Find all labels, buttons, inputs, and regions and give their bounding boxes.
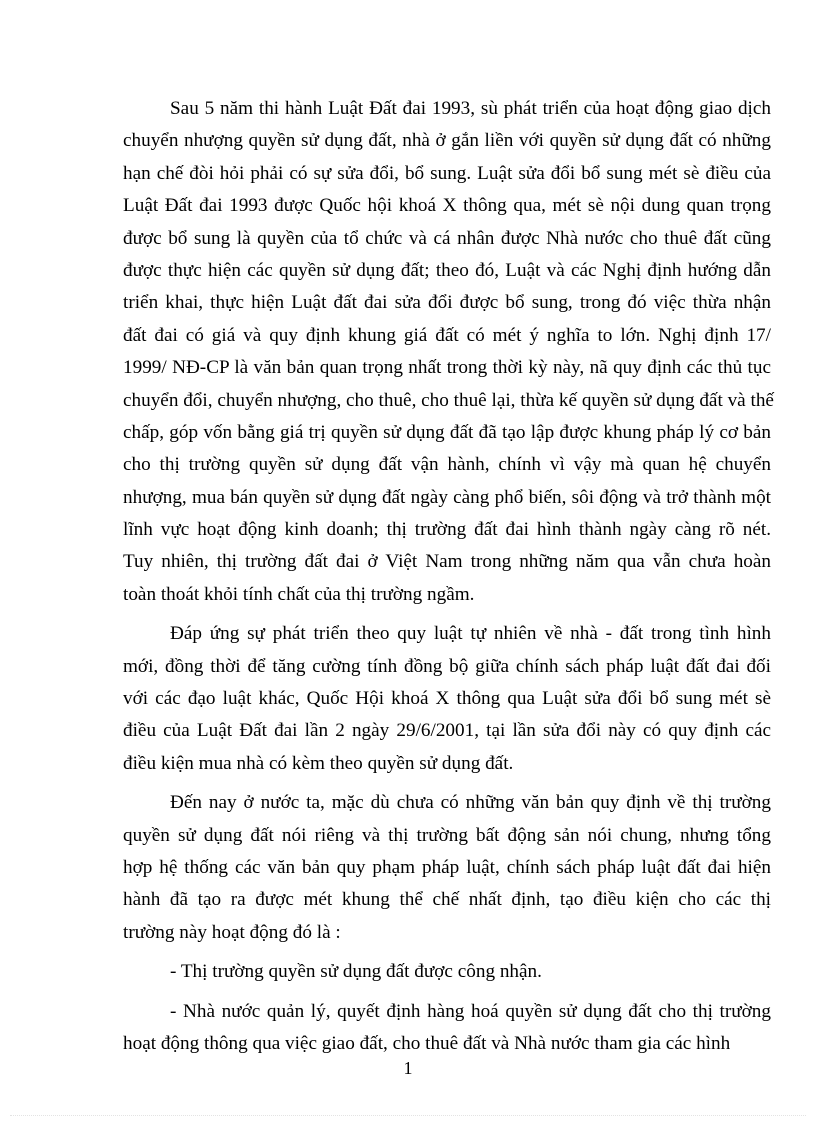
text-line: chấp, góp vốn bằng giá trị quyền sử dụng đất đã tạo lập được khung pháp lý cơ bản: [123, 421, 771, 443]
text-line: cho thị trường quyền sử dụng đất vận hành, chính vì vậy mà quan hệ chuyển: [123, 454, 771, 476]
page-number: 1: [403, 1058, 413, 1078]
text-line: 1999/ NĐ-CP là văn bản quan trọng nhất trong thời kỳ này, nã quy định các thủ tục: [123, 357, 771, 379]
paragraph-spacing: [123, 989, 771, 996]
text-line: mới, đồng thời để tăng cường tính đồng bộ giữa chính sách pháp luật đất đai đối: [123, 655, 771, 677]
text-line: - Nhà nước quản lý, quyết định hàng hoá quyền sử dụng đất cho thị trường: [170, 1000, 771, 1022]
paragraph-p4: [123, 956, 771, 988]
text-line: nhượng, mua bán quyền sử dụng đất ngày càng phổ biến, sôi động và trở thành một: [123, 486, 771, 508]
text-line: Đáp ứng sự phát triển theo quy luật tự nhiên về nhà - đất trong tình hình: [170, 623, 771, 645]
paragraph-p1: [123, 93, 774, 611]
text-line: triển khai, thực hiện Luật đất đai sửa đổi được bổ sung, trong đó việc thừa nhận: [123, 292, 771, 314]
text-line: Tuy nhiên, thị trường đất đai ở Việt Nam trong những năm qua vẫn chưa hoàn: [123, 551, 771, 573]
text-line: với các đạo luật khác, Quốc Hội khoá X thông qua Luật sửa đổi bổ sung mét sè: [123, 688, 771, 710]
text-line: Luật Đất đai 1993 được Quốc hội khoá X thông qua, mét sè nội dung quan trọng: [123, 195, 771, 217]
text-line: hợp hệ thống các văn bản quy phạm pháp luật, chính sách pháp luật đất đai hiện: [123, 856, 771, 878]
text-line: hành đã tạo ra được mét khung thể chế nhất định, tạo điều kiện cho các thị: [123, 889, 771, 911]
document-body: [123, 93, 774, 1060]
paragraph-p5: [123, 996, 771, 1061]
text-line: đất đai có giá và quy định khung giá đất có mét ý nghĩa to lớn. Nghị định 17/: [123, 324, 771, 346]
text-line: trường này hoạt động đó là :: [123, 921, 341, 943]
text-line: được bổ sung là quyền của tổ chức và cá nhân được Nhà nước cho thuê đất cũng: [123, 227, 771, 249]
paragraph-spacing: [123, 949, 771, 956]
text-line: hạn chế đòi hỏi phải có sự sửa đổi, bổ sung. Luật sửa đổi bổ sung mét sè điều của: [123, 162, 771, 184]
text-line: Sau 5 năm thi hành Luật Đất đai 1993, sù phát triển của hoạt động giao dịch: [170, 98, 771, 119]
text-line: hoạt động thông qua việc giao đất, cho thuê đất và Nhà nước tham gia các hình: [123, 1032, 731, 1054]
text-line: toàn thoát khỏi tính chất của thị trường ngầm.: [123, 583, 475, 605]
text-line: chuyển đổi, chuyển nhượng, cho thuê, cho thuê lại, thừa kế quyền sử dụng đất và thế: [123, 389, 774, 411]
text-line: điều của Luật Đất đai lần 2 ngày 29/6/2001, tại lần sửa đổi này có quy định các: [123, 720, 771, 742]
text-line: điều kiện mua nhà có kèm theo quyền sử dụng đất.: [123, 752, 514, 774]
text-line: quyền sử dụng đất nói riêng và thị trường bất động sản nói chung, nhưng tổng: [123, 824, 771, 846]
paragraph-p3: [123, 787, 771, 949]
paragraph-p2: [123, 618, 771, 780]
paragraph-spacing: [123, 611, 771, 618]
text-line: lĩnh vực hoạt động kinh doanh; thị trường đất đai hình thành ngày càng rõ nét.: [123, 519, 771, 541]
paragraph-spacing: [123, 780, 771, 787]
text-line: được thực hiện các quyền sử dụng đất; theo đó, Luật và các Nghị định hướng dẫn: [123, 259, 771, 281]
text-line: - Thị trường quyền sử dụng đất được công nhận.: [170, 961, 542, 983]
text-line: Đến nay ở nước ta, mặc dù chưa có những văn bản quy định về thị trường: [170, 792, 771, 814]
page-bottom-divider: [10, 1115, 806, 1116]
text-line: chuyển nhượng quyền sử dụng đất, nhà ở gắn liền với quyền sử dụng đất có những: [123, 130, 771, 152]
